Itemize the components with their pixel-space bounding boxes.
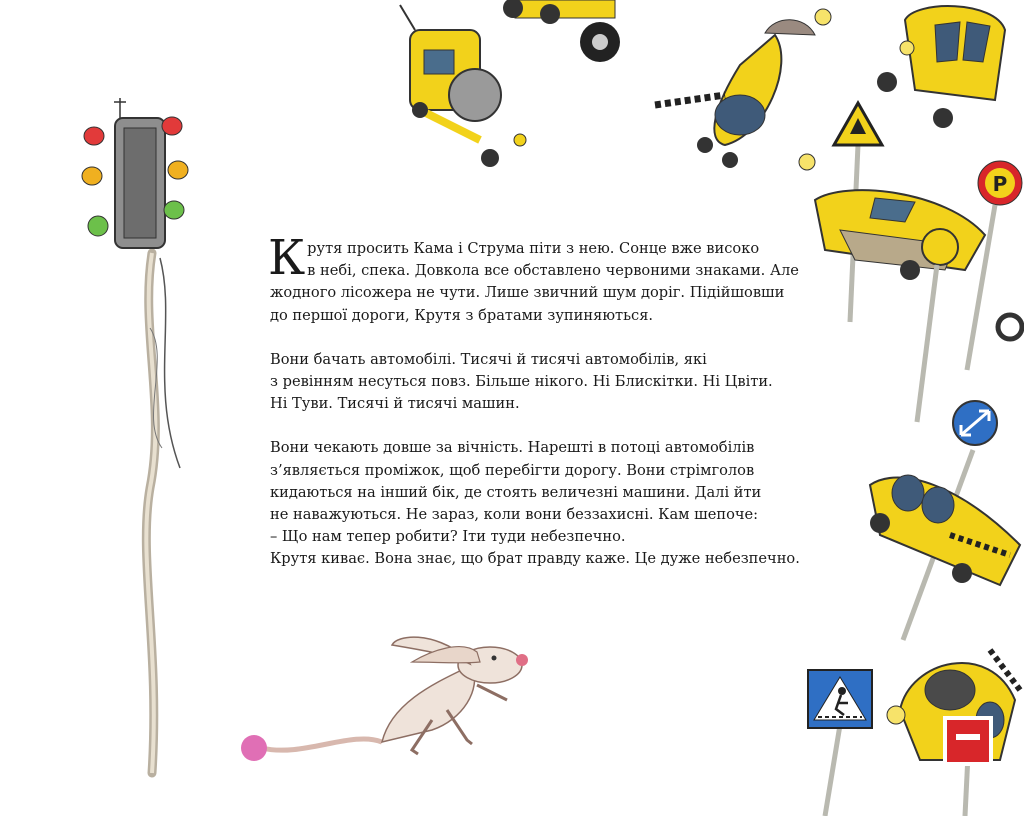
story-line: Ні Туви. Тисячі й тисячі машин. bbox=[270, 395, 520, 413]
pedestrian-crossing-sign-illustration bbox=[800, 665, 880, 816]
drop-cap: К bbox=[268, 230, 306, 286]
story-line: в небі, спека. Довкола все обставлено червоними знаками. Але bbox=[307, 262, 799, 280]
story-line: – Що нам тепер робити? Іти туди небезпечно. bbox=[270, 528, 626, 546]
parking-sign-letter: P bbox=[992, 172, 1008, 196]
story-line: до першої дороги, Крутя з братами зупиняються. bbox=[270, 306, 654, 324]
story-line: Вони чекають довше за вічність. Нарешті в потоці автомобілів bbox=[270, 439, 755, 457]
wheeled-vehicle-illustration bbox=[495, 0, 635, 75]
story-line: з ревінням несуться повз. Більше нікого. Ні Блискітки. Ні Цвіти. bbox=[270, 373, 773, 391]
story-paragraph-2 bbox=[270, 349, 790, 416]
story-line: жодного лісожера не чути. Лише звичний шум доріг. Підійшовши bbox=[270, 284, 785, 302]
story-line: не наважуються. Не зараз, коли вони беззахисні. Кам шепоче: bbox=[270, 506, 759, 524]
running-creature-illustration bbox=[232, 630, 532, 770]
yellow-bug-car-illustration bbox=[880, 630, 1024, 816]
story-text bbox=[268, 230, 800, 593]
story-line: з’являється проміжок, щоб перебігти дорогу. Вони стрімголов bbox=[270, 461, 755, 479]
yellow-pod-car-illustration bbox=[875, 0, 1015, 130]
story-line: рутя просить Кама і Струма піти з нею. Сонце вже високо bbox=[307, 240, 760, 257]
story-line: Крутя киває. Вона знає, що брат правду каже. Це дуже небезпечно. bbox=[270, 550, 800, 568]
story-paragraph-1 bbox=[268, 230, 799, 327]
story-line: Вони бачать автомобілі. Тисячі й тисячі автомобілів, які bbox=[270, 350, 707, 368]
yellow-racer-illustration bbox=[860, 445, 1024, 590]
yellow-sedan-illustration bbox=[795, 150, 995, 290]
story-paragraph-3 bbox=[270, 437, 800, 570]
traffic-light-illustration bbox=[80, 88, 200, 778]
tire-illustration bbox=[992, 312, 1024, 342]
story-line: кидаються на інший бік, де стоять величезні машини. Далі йти bbox=[270, 483, 762, 501]
